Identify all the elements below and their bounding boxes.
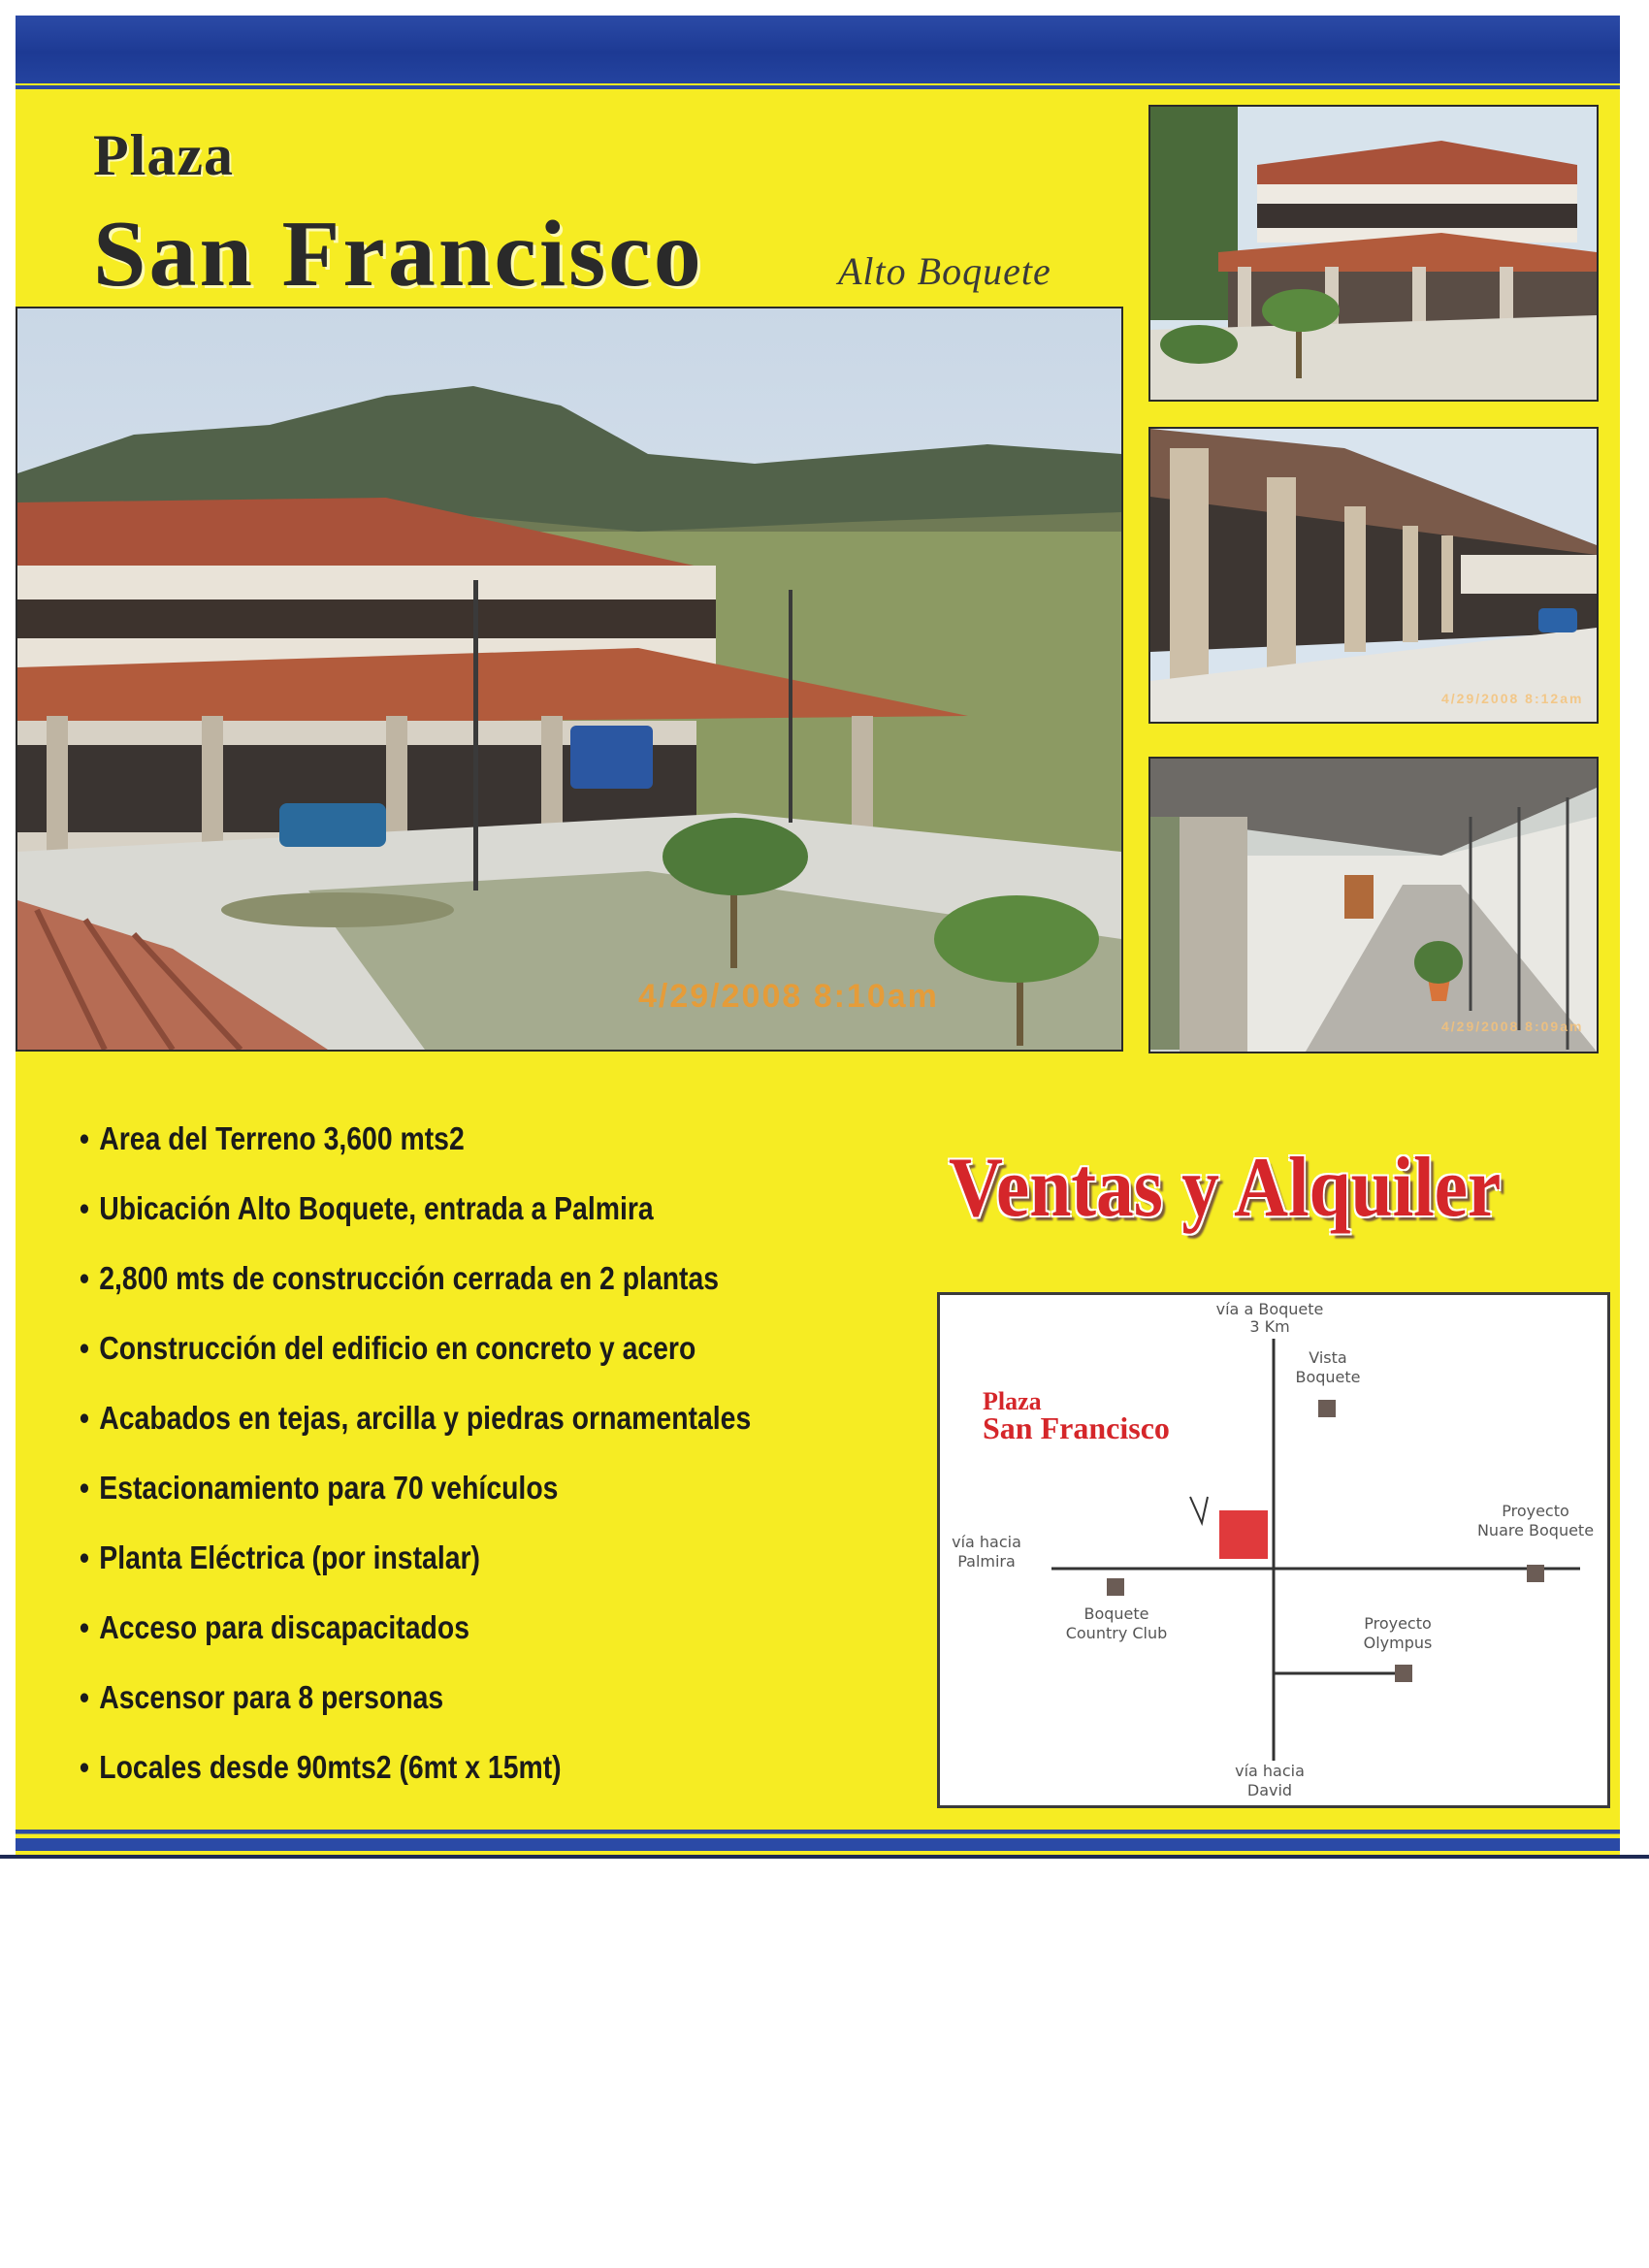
side-photo-colonnade: [1148, 427, 1599, 724]
map-label-olympus: Proyecto: [1364, 1614, 1432, 1633]
map-label-olympus-2: Olympus: [1363, 1634, 1433, 1652]
feature-item: • Construcción del edificio en concreto y acero: [80, 1329, 751, 1399]
map-label-country-club: Boquete: [1083, 1604, 1149, 1623]
map-label-david-2: David: [1246, 1781, 1293, 1799]
location-map: [937, 1292, 1610, 1808]
map-label-nuare: Proyecto: [1502, 1502, 1569, 1520]
title-plaza: Plaza: [93, 123, 234, 187]
main-photo-date-stamp: 4/29/2008 8:10am: [638, 978, 939, 1015]
side-photo-building-front: [1148, 105, 1599, 402]
map-title-plaza: Plaza: [983, 1387, 1042, 1415]
map-landmark-olympus: [1395, 1665, 1412, 1682]
bottom-blue-band: [16, 1830, 1620, 1851]
top-blue-band: [16, 16, 1620, 83]
feature-item: • Estacionamiento para 70 vehículos: [80, 1469, 751, 1539]
map-label-vista: Vista: [1309, 1348, 1347, 1367]
flyer: [16, 16, 1620, 1855]
feature-item: • Planta Eléctrica (por instalar): [80, 1539, 751, 1608]
map-label-david: vía hacia: [1235, 1762, 1305, 1780]
side-photo-2-date-stamp: 4/29/2008 8:12am: [1441, 691, 1584, 706]
map-landmark-nuare: [1527, 1565, 1544, 1582]
map-label-nuare-2: Nuare Boquete: [1476, 1521, 1595, 1539]
feature-item: • Area del Terreno 3,600 mts2: [80, 1119, 751, 1189]
map-landmark-vista: [1318, 1400, 1336, 1417]
feature-item: • 2,800 mts de construcción cerrada en 2 plantas: [80, 1259, 751, 1329]
feature-item: • Acceso para discapacitados: [80, 1608, 751, 1678]
title-san-francisco: San Francisco: [93, 202, 704, 307]
main-plaza-photo: [16, 307, 1123, 1052]
headline-ventas-alquiler: Ventas y Alquiler: [949, 1141, 1502, 1235]
features-list: [80, 1119, 860, 1818]
map-label-vista-2: Boquete: [1295, 1368, 1361, 1386]
feature-item: • Ubicación Alto Boquete, entrada a Palmira: [80, 1189, 751, 1259]
feature-item: • Locales desde 90mts2 (6mt x 15mt): [80, 1748, 751, 1818]
side-photo-3-date-stamp: 4/29/2008 8:09am: [1441, 1019, 1584, 1034]
map-landmark-country-club: [1107, 1578, 1124, 1596]
side-photo-corridor: [1148, 757, 1599, 1053]
feature-item: • Ascensor para 8 personas: [80, 1678, 751, 1748]
map-pointer-arrow: [1190, 1497, 1208, 1523]
map-label-top-road: vía a Boquete: [1215, 1300, 1324, 1318]
scan-edge-line: [0, 1855, 1649, 1859]
map-title-san-francisco: San Francisco: [983, 1410, 1170, 1445]
feature-item: • Acabados en tejas, arcilla y piedras ornamentales: [80, 1399, 751, 1469]
map-label-top-road-distance: 3 Km: [1249, 1317, 1290, 1336]
map-marker-plaza: [1219, 1510, 1268, 1559]
map-label-country-club-2: Country Club: [1065, 1624, 1168, 1642]
map-label-palmira-2: Palmira: [957, 1552, 1016, 1571]
map-label-palmira: vía hacia: [952, 1533, 1021, 1551]
subtitle-location: Alto Boquete: [838, 249, 1051, 293]
